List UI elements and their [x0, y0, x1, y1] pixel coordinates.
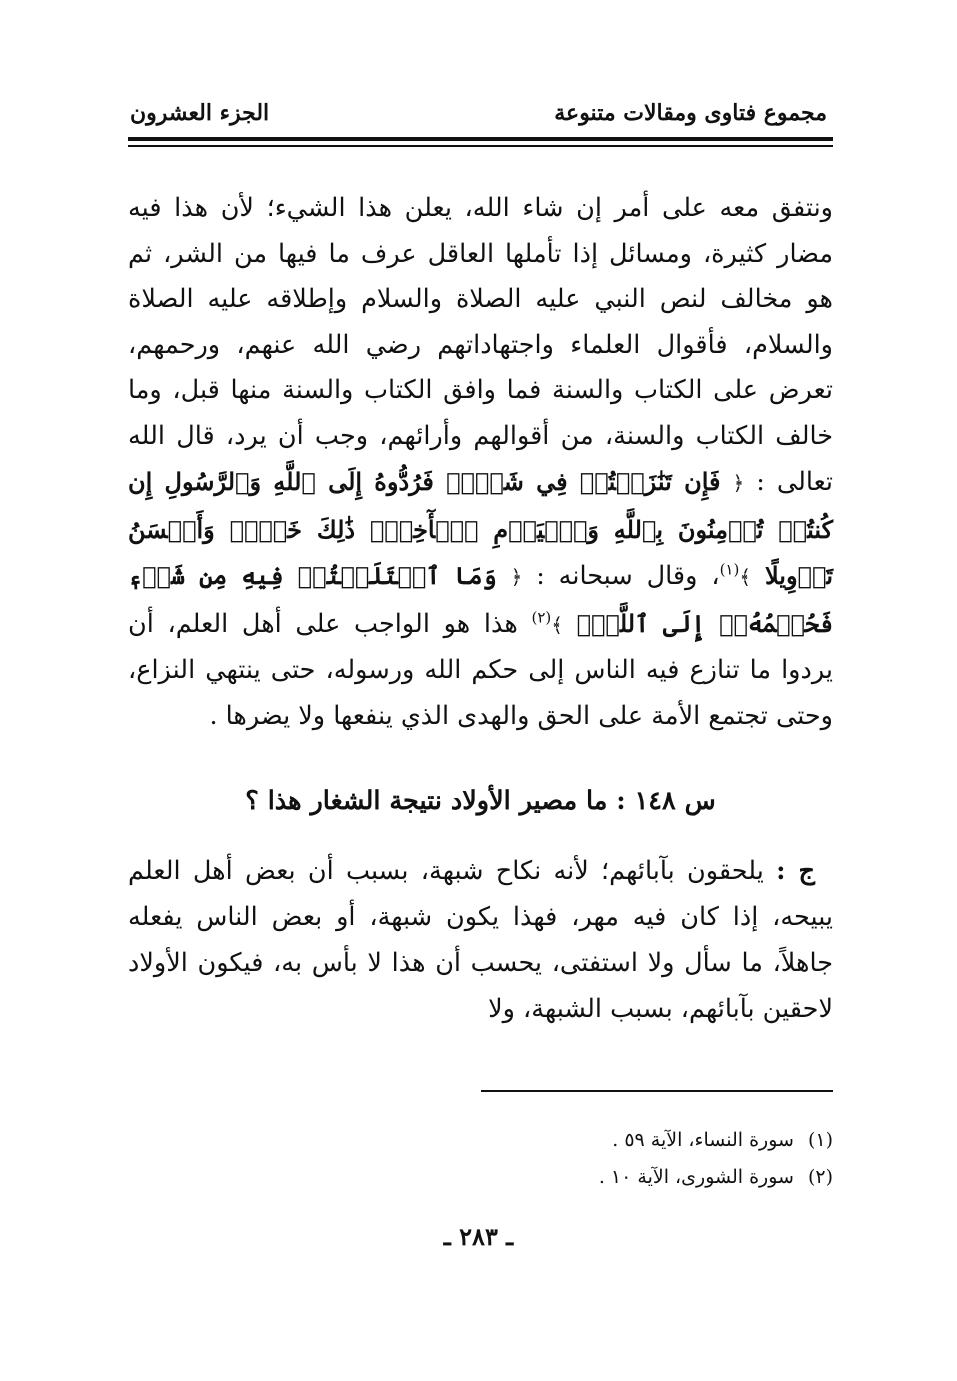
- footnote-text: سورة النساء، الآية ٥٩ .: [612, 1129, 794, 1151]
- footnote-separator: [481, 1090, 833, 1092]
- verse-open-bracket-2: ﴿: [510, 565, 523, 589]
- footnotes: [128, 1122, 833, 1196]
- footnote-ref-1: (١): [719, 560, 740, 579]
- answer-block: [128, 848, 833, 1032]
- answer-label: ج :: [776, 856, 815, 886]
- volume-label: الجزء العشرون: [130, 100, 270, 126]
- answer-text: يلحقون بآبائهم؛ لأنه نكاح شبهة، بسبب أن بعض أهل العلم يبيحه، إذا كان فيه مهر، فهذا يكون شبهة، أو بعض الناس يفعله جاهلاً، ما سأل ولا استفتى، يحسب أن هذا لا بأس به، فيكون الأولاد لاحقين بآبائهم، بسبب الشبهة، ولا: [128, 856, 833, 1024]
- main-paragraph: [128, 186, 833, 739]
- verse-close-bracket-2: ﴾: [551, 612, 563, 637]
- question-heading: س ١٤٨ : ما مصير الأولاد نتيجة الشغار هذا ؟: [245, 786, 716, 816]
- connector-text: ، وقال سبحانه :: [536, 561, 720, 591]
- footnote-item: [128, 1122, 833, 1159]
- header-rule-thin: [128, 145, 833, 147]
- answer-paragraph: [128, 848, 833, 1032]
- quran-verse-2: وَمَا ٱخۡتَلَفۡتُمۡ فِيهِ مِن شَيۡءٖ فَحُكۡمُهُۥٓ إِلَى ٱللَّهِۚ: [128, 561, 834, 638]
- page-number: ـ ٢٨٣ ـ: [443, 1222, 514, 1251]
- verse-close-bracket: ﴾: [739, 565, 752, 589]
- footnote-ref-2: (٢): [531, 608, 552, 626]
- footnote-number: (١): [807, 1129, 833, 1151]
- book-title: مجموع فتاوى ومقالات متنوعة: [554, 100, 827, 126]
- footnote-text: سورة الشورى، الآية ١٠ .: [598, 1166, 794, 1188]
- footnote-number: (٢): [807, 1166, 833, 1188]
- header-rule-thick: [128, 137, 833, 141]
- quran-verse-1: فَإِن تَنَٰزَعۡتُمۡ فِي شَيۡءٖ فَرُدُّوهُ إِلَى ٱللَّهِ وَٱلرَّسُولِ إِن كُنتُمۡ تُؤۡمِنُونَ بِٱللَّهِ وَٱلۡيَوۡمِ ٱلۡأٓخِرِۚ ذَٰلِكَ خَيۡرٞ وَأَحۡسَنُ تَأۡوِيلًا: [128, 467, 834, 590]
- main-body-text: [128, 186, 833, 739]
- running-header: [130, 96, 827, 130]
- paragraph-text-b: هذا هو الواجب على أهل العلم، أن يردوا ما تنازع فيه الناس إلى حكم الله ورسوله، حتى ينتهي النزاع، وحتى تجتمع الأمة على الحق والهدى الذي ينفعها ولا يضرها .: [128, 608, 833, 731]
- verse-open-bracket: ﴿: [732, 471, 745, 495]
- footnote-item: [128, 1159, 833, 1196]
- paragraph-text-a: ونتفق معه على أمر إن شاء الله، يعلن هذا الشيء؛ لأن هذا فيه مضار كثيرة، ومسائل إذا تأملها العاقل عرف ما فيها من الشر، ثم هو مخالف لنص النبي عليه الصلاة والسلام وإطلاقه عليه الصلاة والسلام، فأقوال العلماء واجتهاداتهم رضي الله عنهم، ورحمهم، تعرض على الكتاب والسنة فما وافق الكتاب والسنة منها قبل، وما خالف الكتاب والسنة، من أقوالهم وأرائهم، وجب أن يرد، قال الله تعالى :: [128, 193, 834, 497]
